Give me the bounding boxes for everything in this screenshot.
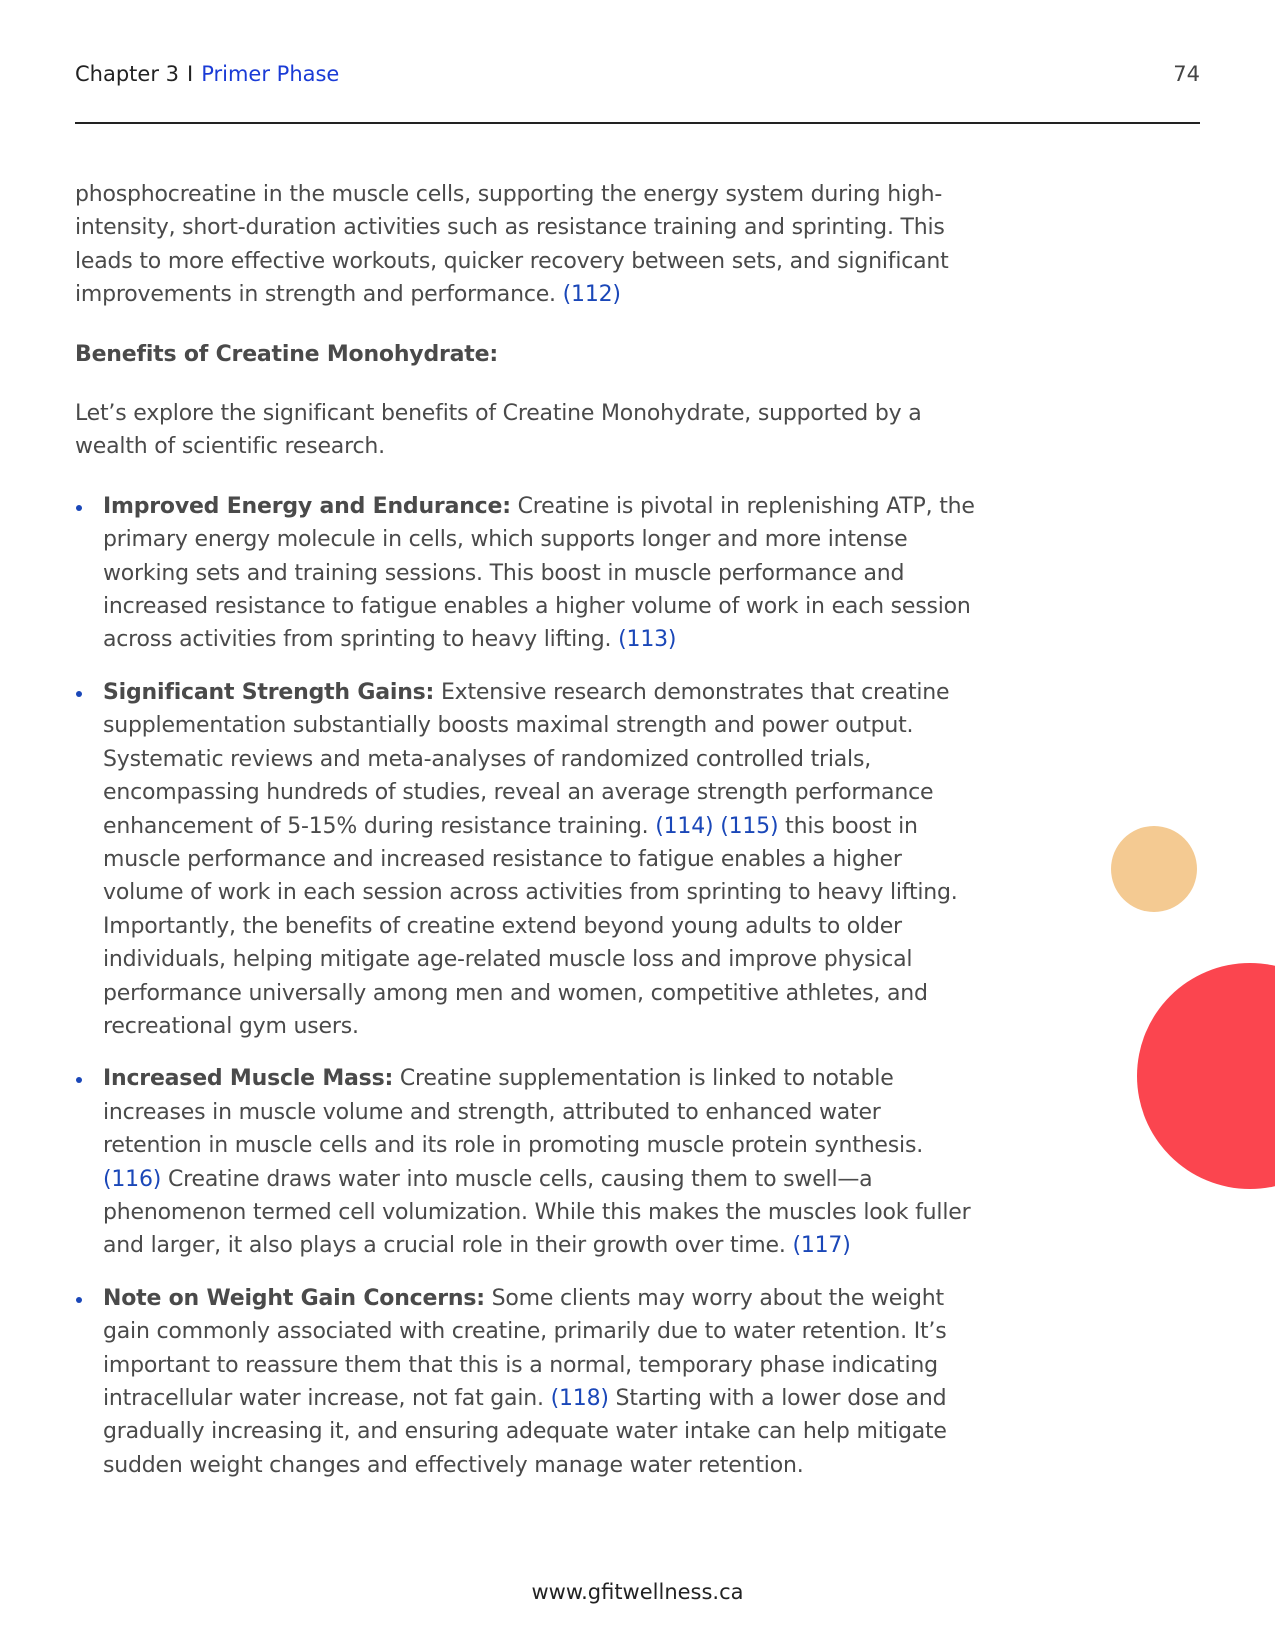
intro-paragraph: Let’s explore the significant benefits of Creatine Monohydrate, supported by a wealth of scientific research. [75,401,922,460]
footer-url: www.gfitwellness.ca [531,1580,744,1604]
citation-link[interactable]: (113) [618,627,677,653]
citation-link[interactable]: (117) [792,1233,851,1259]
bullet-text: Extensive research demonstrates that creatine supplementation substantially boosts maximal strength and power output. Systematic reviews and meta-analyses of randomized controlled trials, encompassing hundreds of studies, reveal an average strength performance enhancement of 5-15% during resistance training. [103,679,950,839]
running-head [75,62,339,86]
list-item-weight-gain [75,1282,980,1482]
bullet-lead: Note on Weight Gain Concerns: [103,1285,485,1311]
decorative-red-circle [1137,963,1275,1189]
list-item-strength [75,676,980,1043]
decorative-orange-circle [1111,826,1197,912]
citation-link[interactable]: (115) [720,813,779,839]
section-heading: Benefits of Creatine Monohydrate: [75,341,498,367]
bullet-text-continued: Starting with a lower dose and gradually increasing it, and ensuring adequate water intake can help mitigate sudden weight changes and effectively manage water retention. [103,1386,947,1478]
citation-link[interactable]: (112) [562,282,621,308]
page-number: 74 [1173,62,1200,86]
list-item-muscle-mass [75,1062,980,1262]
header-rule [75,122,1200,124]
page-header [75,62,1200,90]
header-separator: I [187,62,194,86]
citation-link[interactable]: (118) [550,1386,609,1411]
chapter-label: Chapter 3 [75,62,179,86]
bullet-text: Some clients may worry about the weight gain commonly associated with creatine, primarily due to water retention. It’s important to reassure them that this is a normal, temporary phase indicating intracellular water increase, not fat gain. [103,1285,947,1411]
bullet-lead: Increased Muscle Mass: [103,1066,394,1092]
citation-link[interactable]: (116) [103,1166,162,1192]
citation-link[interactable]: (114) [655,813,714,839]
bullet-text-continued: this boost in muscle performance and increased resistance to fatigue enables a higher volume of work in each session across activities from sprinting to heavy lifting. Importantly, the benefits of creatine extend beyond young adults to older individuals, helping mitigate age-related muscle loss and improve physical performance universally among men and women, competitive athletes, and recreational gym users. [103,813,958,1039]
bullet-text: Creatine supplementation is linked to notable increases in muscle volume and strength, attributed to enhanced water retention in muscle cells and its role in promoting muscle protein synthesis. [103,1066,923,1159]
section-title: Primer Phase [201,62,340,86]
benefits-list [75,490,980,1482]
bullet-text-continued: Creatine draws water into muscle cells, causing them to swell—a phenomenon termed cell volumization. While this makes the muscles look fuller and larger, it also plays a crucial role in their growth over time. [103,1166,971,1259]
paragraph-text: phosphocreatine in the muscle cells, supporting the energy system during high-intensity, short-duration activities such as resistance training and sprinting. This leads to more effective workouts, quicker recovery between sets, and significant improvements in strength and performance. [75,182,949,308]
bullet-lead: Significant Strength Gains: [103,679,435,705]
main-content [75,178,980,1501]
bullet-text: Creatine is pivotal in replenishing ATP, the primary energy molecule in cells, which supports longer and more intense working sets and training sessions. This boost in muscle performance and increased resistance to fatigue enables a higher volume of work in each session across activities from sprinting to heavy lifting. [103,493,975,653]
list-item-energy [75,490,980,657]
bullet-lead: Improved Energy and Endurance: [103,493,511,519]
continuation-paragraph [75,178,980,312]
